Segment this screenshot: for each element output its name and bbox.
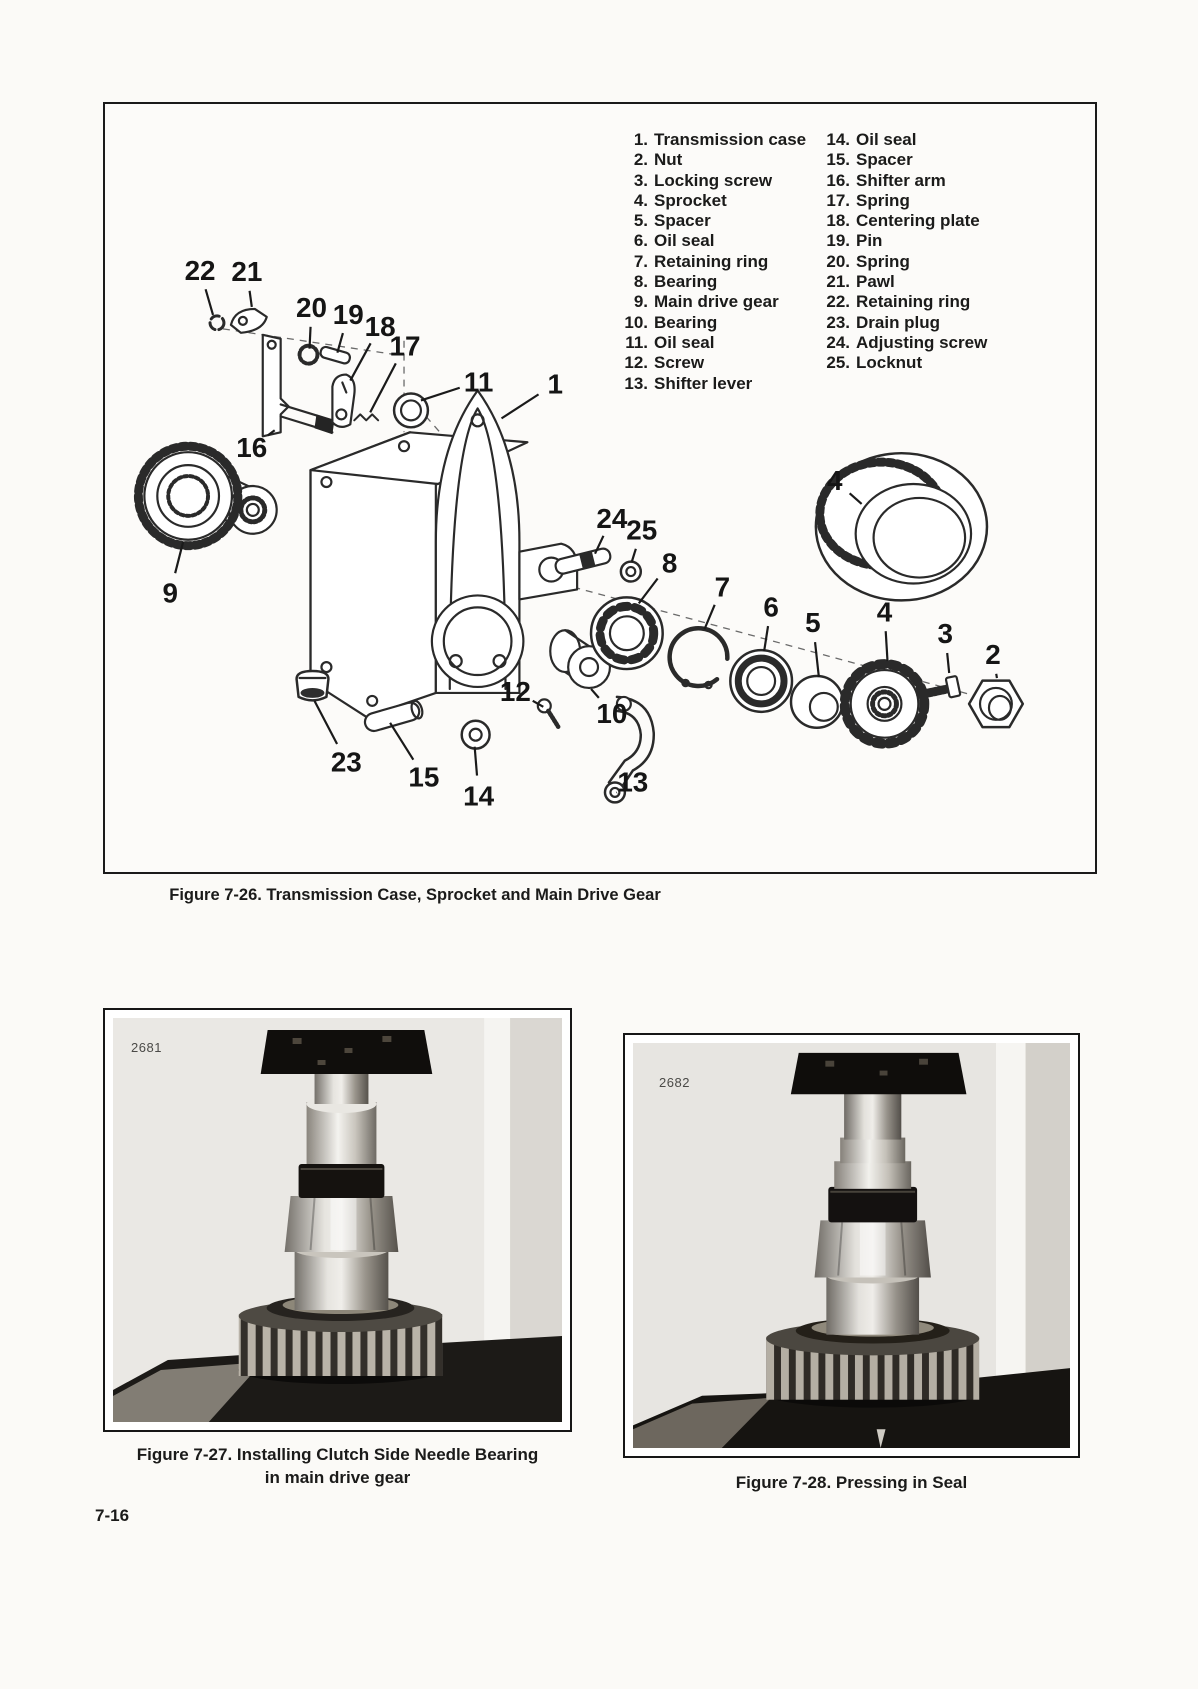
callout-leader [632,549,636,562]
parts-list-item [602,191,806,211]
figure-727-caption-line1: Figure 7-27. Installing Clutch Side Needle Bearing [136,1445,539,1464]
part-label: Main drive gear [654,292,779,312]
part-number: 21. [826,272,850,292]
part-label: Spacer [654,211,711,231]
callout-leader [502,394,539,418]
part-label: Spacer [856,150,913,170]
callout-leader [996,674,997,678]
callout-leader [370,363,396,412]
part-label: Screw [654,353,705,373]
callout-number: 18 [364,310,396,342]
callout-number: 5 [805,607,821,639]
part-spacer-5 [791,676,843,728]
part-number: 13. [624,373,648,393]
parts-list-item [602,150,806,170]
part-screw-12 [538,699,558,726]
part-sprocket [845,664,925,744]
parts-list-item [804,252,987,272]
part-label: Drain plug [856,312,941,332]
part-bearing-8 [591,597,663,669]
part-number: 11. [625,332,648,352]
callout-number: 19 [332,298,364,330]
callout-leader [639,578,658,603]
callout-number: 21 [231,256,263,288]
part-number: 23. [826,312,850,332]
figure-727-photo [103,1008,572,1432]
part-number: 24. [826,332,850,352]
callout-number: 6 [763,591,779,623]
parts-list-item [602,211,806,231]
part-label: Pin [856,231,883,251]
part-number: 15. [826,150,850,170]
parts-list-item [804,231,987,251]
callout-number: 1 [547,368,563,400]
part-label: Adjusting screw [856,332,988,352]
part-label: Transmission case [654,130,807,149]
part-number: 14. [826,130,850,149]
parts-list-item [602,292,806,312]
part-number: 25. [826,353,850,373]
part-label: Oil seal [654,231,715,251]
part-label: Bearing [654,272,718,292]
callout-number: 12 [499,675,531,707]
part-label: Nut [654,150,683,170]
parts-list-item [602,171,806,191]
parts-list-item [602,353,806,373]
callout-number: 7 [714,571,731,603]
part-number: 5. [633,211,648,231]
callout-leader [421,388,460,401]
parts-list-item [602,252,806,272]
callout-number: 17 [389,330,421,362]
callout-leader [206,289,213,315]
figure-726-caption: Figure 7-26. Transmission Case, Sprocket and Main Drive Gear [169,886,661,904]
press-seal-photo [633,1043,1070,1448]
part-number: 16. [826,170,850,190]
part-number: 10. [624,312,648,332]
part-label: Spring [856,190,910,210]
callout-number: 13 [617,766,649,798]
parts-list-item [804,313,987,333]
callout-leader [314,701,337,744]
part-number: 22. [826,292,850,312]
callout-number: 11 [463,366,494,398]
part-oil-seal-6 [730,650,792,712]
callout-number: 20 [296,291,327,323]
callout-number: 24 [596,502,628,534]
callout-leader [591,689,599,698]
photo-id-label: 2682 [659,1075,690,1090]
callout-number: 25 [626,514,658,546]
press-bearing-photo [113,1018,562,1422]
part-label: Shifter lever [654,373,753,393]
part-label: Retaining ring [654,251,769,271]
part-washer-14 [462,721,490,749]
part-locknut-25 [621,562,641,582]
page-number: 7-16 [95,1506,130,1525]
callout-number: 22 [184,255,216,287]
parts-list-item [602,130,806,150]
parts-list-item [804,333,987,353]
parts-list-item [602,374,806,394]
callout-number: 9 [162,577,178,609]
callout-leader [947,653,949,673]
part-number: 6. [633,231,648,251]
part-number: 12. [624,353,648,373]
part-label: Spring [856,251,910,271]
part-label: Centering plate [856,211,980,231]
part-label: Locknut [856,353,923,373]
callout-number: 10 [596,697,628,729]
part-number: 2. [633,150,648,170]
parts-list-item [804,292,987,312]
part-number: 3. [633,170,648,190]
callout-number: 3 [937,618,953,650]
part-number: 17. [826,190,850,210]
parts-list-item [804,191,987,211]
part-number: 1. [633,130,648,149]
parts-list-column-1 [602,130,806,394]
part-number: 8. [633,272,648,292]
part-number: 20. [826,251,850,271]
figure-727-caption [103,1443,572,1489]
callout-number: 16 [236,432,268,464]
parts-list-item [804,353,987,373]
parts-list-item [602,313,806,333]
part-label: Shifter arm [856,170,946,190]
callout-number: 15 [408,761,440,793]
parts-list-item [804,130,987,150]
callout-number: 2 [985,639,1001,671]
part-label: Oil seal [654,332,715,352]
parts-list-item [804,171,987,191]
part-label: Retaining ring [856,292,971,312]
part-number: 19. [826,231,850,251]
callout-leader [704,605,714,629]
part-label: Oil seal [856,130,917,149]
part-number: 7. [633,251,648,271]
parts-list-item [804,211,987,231]
callout-leader [250,291,252,307]
callout-leader [815,642,819,677]
diagram-drawing [138,309,1022,802]
callout-leader [390,723,413,760]
parts-list-item [602,333,806,353]
callout-number: 4 [827,464,843,496]
figure-728-caption: Figure 7-28. Pressing in Seal [735,1473,968,1492]
part-number: 4. [633,190,648,210]
callout-leader [475,747,477,776]
part-nut-2 [969,681,1023,728]
part-transmission-case [311,391,578,717]
parts-list-column-2 [804,130,987,374]
part-number: 18. [826,211,850,231]
callout-number: 23 [330,746,362,778]
figure-726-box [103,102,1097,874]
part-drain-plug [297,671,329,700]
part-number: 9. [633,292,648,312]
callout-leader [310,327,311,349]
parts-list-item [804,272,987,292]
callout-number: 4 [876,596,893,628]
parts-list-item [804,150,987,170]
part-oil-seal-11 [394,393,428,427]
part-label: Pawl [856,272,895,292]
figure-727-caption-line2: in main drive gear [264,1468,411,1487]
part-label: Bearing [654,312,718,332]
callout-leader [886,631,888,661]
part-label: Sprocket [654,190,727,210]
callout-number: 8 [661,547,678,579]
figure-728-photo [623,1033,1080,1458]
part-label: Locking screw [654,170,773,190]
parts-list-item [602,272,806,292]
callout-number: 14 [463,780,495,812]
parts-list-item [602,231,806,251]
photo-id-label: 2681 [131,1040,162,1055]
